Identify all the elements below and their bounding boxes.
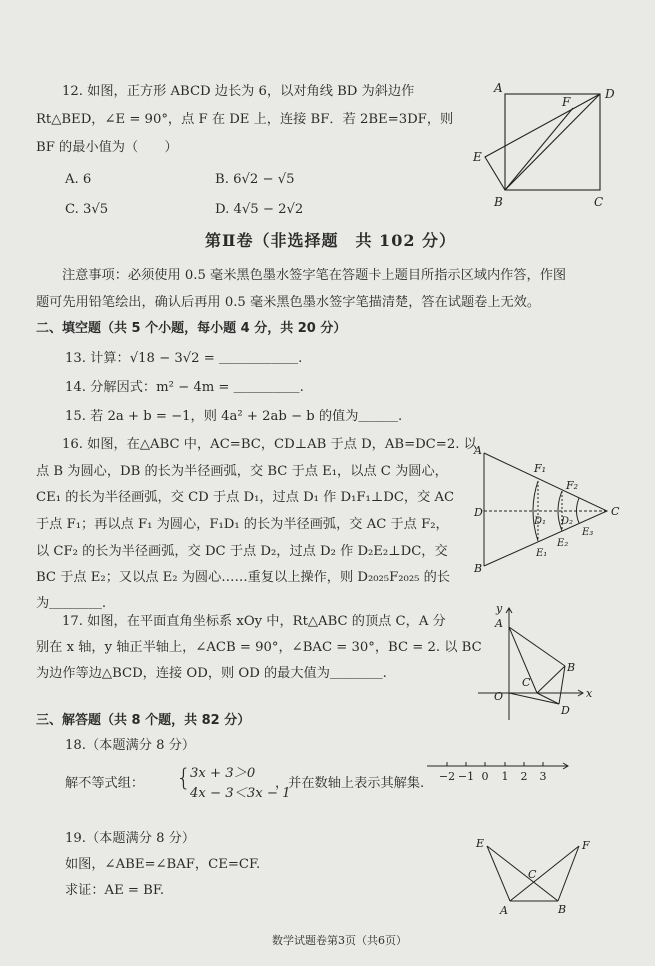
q14-text: 14. 分解因式：m² − 4m = ＿＿＿＿＿. bbox=[65, 380, 304, 395]
q16-label-a: A bbox=[474, 444, 482, 457]
q16-line6: BC 于点 E₂；又以点 E₂ 为圆心……重复以上操作，则 D₂₀₂₅F₂₀₂₅ 的长 bbox=[36, 570, 450, 585]
q12-label-b: B bbox=[494, 195, 503, 209]
q16-label-e1: E₁ bbox=[536, 548, 548, 559]
q12-option-d: D. 4√5 − 2√2 bbox=[215, 202, 304, 217]
q19-label-e: E bbox=[476, 837, 485, 850]
q16-label-f1: F₁ bbox=[534, 462, 547, 475]
part2-note-line2: 题可先用铅笔绘出，确认后再用 0.5 毫米黑色墨水签字笔描清楚，答在试题卷上无效。 bbox=[36, 295, 541, 310]
tick-label: 1 bbox=[501, 770, 509, 783]
segment-eb bbox=[487, 846, 558, 901]
q12-label-e: E bbox=[473, 150, 482, 164]
q18-tail: ，并在数轴上表示其解集. bbox=[275, 776, 425, 791]
q17-label-d: D bbox=[561, 704, 570, 717]
q18-inequality1: 3x + 3＞0 bbox=[190, 766, 256, 781]
solve-section-header: 三、解答题（共 8 个题，共 82 分） bbox=[36, 713, 251, 728]
q17-label-b: B bbox=[567, 661, 576, 674]
q16-label-f2: F₂ bbox=[566, 479, 579, 492]
q19-label-b: B bbox=[558, 903, 567, 916]
q19-line1: 如图，∠ABE=∠BAF，CE=CF. bbox=[65, 857, 261, 872]
q17-line2: 别在 x 轴，y 轴正半轴上，∠ACB = 90°，∠BAC = 30°，BC = 2. 以 BC bbox=[36, 640, 482, 655]
q16-label-e2: E₂ bbox=[557, 538, 569, 549]
fill-section-header: 二、填空题（共 5 个小题，每小题 4 分，共 20 分） bbox=[36, 321, 347, 336]
q19-label-c: C bbox=[528, 868, 537, 881]
tick-label: 0 bbox=[481, 770, 489, 783]
q16-line4: 于点 F₁；再以点 F₁ 为圆心，F₁D₁ 的长为半径画弧，交 AC 于点 F₂， bbox=[36, 517, 449, 532]
q17-label-y: y bbox=[496, 602, 503, 615]
segment-ea bbox=[487, 846, 510, 901]
q12-label-a: A bbox=[494, 81, 503, 95]
q12-label-f: F bbox=[562, 95, 571, 109]
q17-line3: 为边作等边△BCD，连接 OD，则 OD 的最大值为＿＿＿＿. bbox=[36, 666, 387, 681]
q18-lead: 解不等式组： bbox=[65, 776, 145, 791]
q16-line1: 16. 如图，在△ABC 中，AC=BC，CD⊥AB 于点 D，AB=DC=2. 以 bbox=[62, 437, 477, 452]
q16-line5: 以 CF₂ 的长为半径画弧，交 DC 于点 D₂，过点 D₂ 作 D₂E₂⊥DC，交 bbox=[36, 544, 448, 559]
q17-label-c: C bbox=[522, 676, 531, 689]
page-footer: 数学试题卷第3页（共6页） bbox=[272, 934, 407, 947]
tick-label: 3 bbox=[539, 770, 547, 783]
part2-title: 第Ⅱ卷（非选择题 共 102 分） bbox=[205, 231, 457, 250]
q16-label-c: C bbox=[611, 505, 620, 518]
q18-title: 18.（本题满分 8 分） bbox=[65, 738, 196, 753]
q15-text: 15. 若 2a + b = −1，则 4a² + 2ab − b 的值为＿＿＿. bbox=[65, 409, 403, 424]
q12-line3: BF 的最小值为（ ） bbox=[36, 140, 178, 155]
part2-note-line1: 注意事项：必须使用 0.5 毫米黑色墨水签字笔在答题卡上题目所指示区域内作答，作图 bbox=[62, 268, 567, 283]
tick-label: −2 bbox=[438, 770, 456, 783]
q16-line3: CE₁ 的长为半径画弧，交 CD 于点 D₁，过点 D₁ 作 D₁F₁⊥DC，交 AC bbox=[36, 490, 455, 505]
tick-label: 2 bbox=[520, 770, 528, 783]
q16-label-b: B bbox=[474, 562, 483, 575]
q16-label-d1: D₁ bbox=[534, 516, 547, 527]
q16-label-e3: E₃ bbox=[582, 527, 594, 538]
q16-label-d: D bbox=[474, 506, 483, 519]
q16-line2: 点 B 为圆心，DB 的长为半径画弧，交 BC 于点 E₁，以点 C 为圆心， bbox=[36, 464, 448, 479]
brace-symbol: { bbox=[176, 764, 192, 792]
q19-label-f: F bbox=[582, 839, 590, 852]
q12-option-c: C. 3√5 bbox=[65, 202, 109, 217]
q16-label-d2: D₂ bbox=[561, 516, 574, 527]
q12-line1: 12. 如图，正方形 ABCD 边长为 6，以对角线 BD 为斜边作 bbox=[62, 84, 415, 99]
q17-label-o: O bbox=[494, 690, 504, 703]
q12-label-d: D bbox=[605, 87, 615, 101]
q12-option-b: B. 6√2 − √5 bbox=[215, 172, 295, 187]
q17-line1: 17. 如图，在平面直角坐标系 xOy 中，Rt△ABC 的顶点 C，A 分 bbox=[62, 614, 446, 629]
q19-title: 19.（本题满分 8 分） bbox=[65, 831, 196, 846]
q17-label-a: A bbox=[495, 617, 503, 630]
q17-label-x: x bbox=[586, 687, 593, 700]
q16-line7: 为＿＿＿＿. bbox=[36, 596, 107, 611]
q19-label-a: A bbox=[500, 904, 508, 917]
q18-inequality2: 4x − 3＜3x − 1 bbox=[190, 786, 291, 801]
q12-label-c: C bbox=[594, 195, 604, 209]
q13-text: 13. 计算：√18 − 3√2 = ＿＿＿＿＿＿. bbox=[65, 351, 303, 366]
q19-line2: 求证：AE = BF. bbox=[65, 883, 165, 898]
q12-option-a: A. 6 bbox=[65, 172, 92, 187]
tick-label: −1 bbox=[457, 770, 475, 783]
q12-line2: Rt△BED，∠E = 90°，点 F 在 DE 上，连接 BF．若 2BE=3DF，则 bbox=[36, 112, 454, 127]
